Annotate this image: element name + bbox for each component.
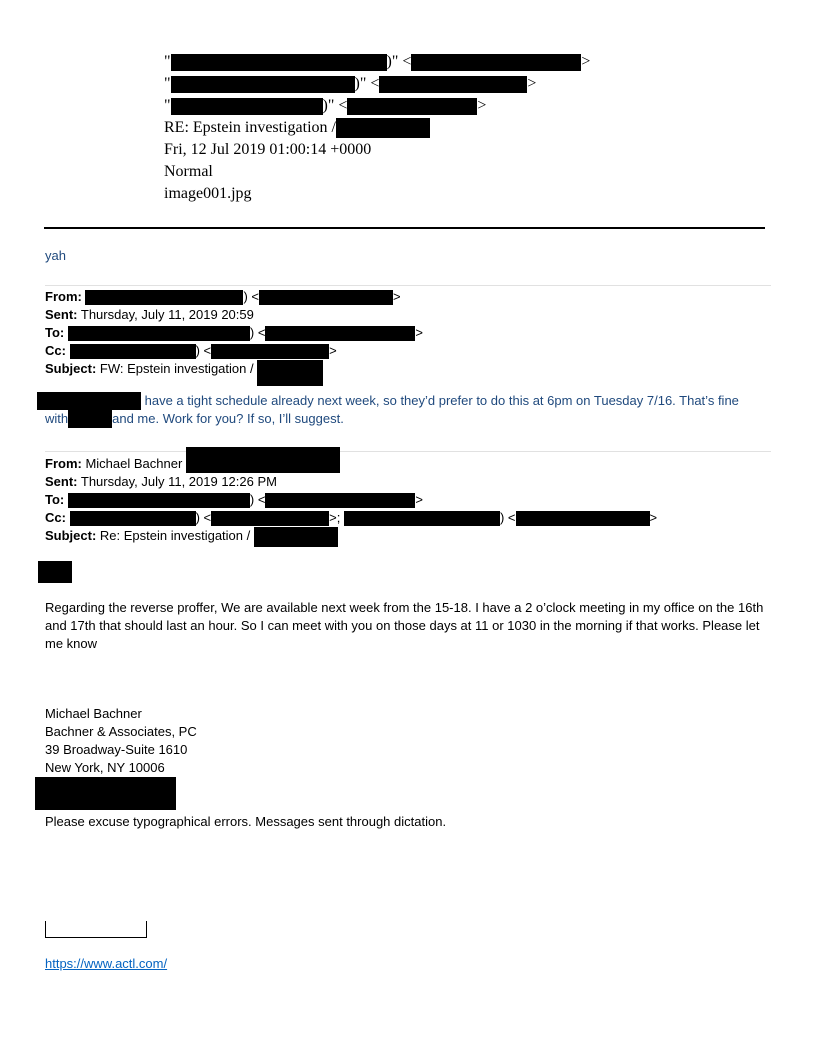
inline-image-placeholder (45, 921, 147, 938)
msg2-body: Regarding the reverse proffer, We are available next week from the 15-18. I have a 2 o’clock meeting in my office on the 16th and 17th that should last an hour. So I can meet with you on those days at 11 or 1030 in the morning if that works. Please let me know (45, 600, 764, 651)
redaction-block (171, 76, 355, 93)
msg1-sent-value: Thursday, July 11, 2019 20:59 (80, 307, 254, 322)
header-divider (44, 227, 765, 229)
msg1-body-line2-a: with (45, 411, 69, 426)
msg1-to-label: To: (45, 325, 65, 340)
msg1-sent-row (45, 306, 254, 324)
msg2-subject-row (45, 527, 338, 545)
redaction-block (379, 76, 527, 93)
msg1-subject-value: FW: Epstein investigation / (99, 361, 254, 376)
msg2-cc-label: Cc: (45, 510, 66, 525)
message-divider (45, 451, 771, 452)
msg2-to-row: To: ) < > (45, 492, 424, 507)
msg1-cc-label: Cc: (45, 343, 66, 358)
redaction-block (259, 290, 393, 305)
msg1-body-line1 (37, 392, 765, 410)
reply-text: yah (45, 248, 66, 263)
msg1-body-line2 (37, 410, 765, 428)
redaction-block (85, 290, 243, 305)
redaction-block (171, 54, 387, 71)
msg2-subject-label: Subject: (45, 528, 97, 543)
redaction-block (516, 511, 650, 526)
redaction-block (336, 118, 430, 138)
redaction-block (186, 447, 340, 473)
msg2-sent-value: Thursday, July 11, 2019 12:26 PM (80, 474, 277, 489)
msg2-sent-label: Sent: (45, 474, 78, 489)
redaction-block (211, 344, 329, 359)
redaction-block (68, 326, 250, 341)
redaction-block (68, 493, 250, 508)
signature-name: Michael Bachner (45, 706, 142, 721)
msg2-to-label: To: (45, 492, 65, 507)
redaction-block (35, 777, 176, 810)
header-subject-value (164, 118, 430, 138)
header-date-value: Fri, 12 Jul 2019 01:00:14 +0000 (164, 141, 372, 158)
msg2-sent-row (45, 473, 277, 491)
header-from-value: " )" < > (164, 53, 591, 70)
msg1-subject-label: Subject: (45, 361, 97, 376)
header-to-value: " )" < > (164, 75, 537, 92)
msg1-to-row: To: ) < > (45, 325, 424, 340)
signature-address-line2: New York, NY 10006 (45, 760, 165, 775)
redaction-block (344, 511, 500, 526)
redaction-block (211, 511, 329, 526)
msg2-from-value: Michael Bachner (85, 456, 183, 471)
redaction-block (171, 98, 323, 115)
msg2-cc-row: Cc: ) < >; ) < > (45, 510, 658, 525)
msg1-from-label: From: (45, 289, 82, 304)
header-inline-images-value: image001.jpg (164, 185, 252, 202)
redaction-block (70, 344, 196, 359)
msg2-from-row (45, 455, 340, 473)
actl-link[interactable]: https://www.actl.com/ (45, 956, 168, 971)
msg1-body-line2-b: and me. Work for you? If so, I’ll suggest. (112, 411, 344, 426)
msg1-body (37, 392, 765, 428)
redaction-block (254, 527, 338, 547)
redaction-block (265, 326, 415, 341)
redaction-block (257, 360, 323, 386)
header-subject-text: RE: Epstein investigation / (164, 119, 336, 136)
dictation-disclaimer: Please excuse typographical errors. Messages sent through dictation. (45, 814, 447, 829)
msg1-body-line1-text: have a tight schedule already next week, so they’d prefer to do this at 6pm on Tuesday 7/16. That’s fine (144, 393, 739, 408)
msg2-from-label: From: (45, 456, 82, 471)
redaction-block (70, 511, 196, 526)
redaction-block (265, 493, 415, 508)
header-cc-value: " )" < > (164, 97, 487, 114)
redaction-block (68, 406, 112, 428)
redaction-block (347, 98, 477, 115)
signature-address-line1: 39 Broadway-Suite 1610 (45, 742, 188, 757)
msg1-from-row: From: ) < > (45, 289, 401, 304)
msg1-subject-row (45, 360, 323, 378)
redaction-block (38, 561, 72, 583)
msg2-subject-value: Re: Epstein investigation / (99, 528, 251, 543)
header-importance-value: Normal (164, 163, 213, 180)
msg1-sent-label: Sent: (45, 307, 78, 322)
redaction-block (411, 54, 581, 71)
message-divider (45, 285, 771, 286)
signature-firm: Bachner & Associates, PC (45, 724, 197, 739)
msg1-cc-row: Cc: ) < > (45, 343, 337, 358)
